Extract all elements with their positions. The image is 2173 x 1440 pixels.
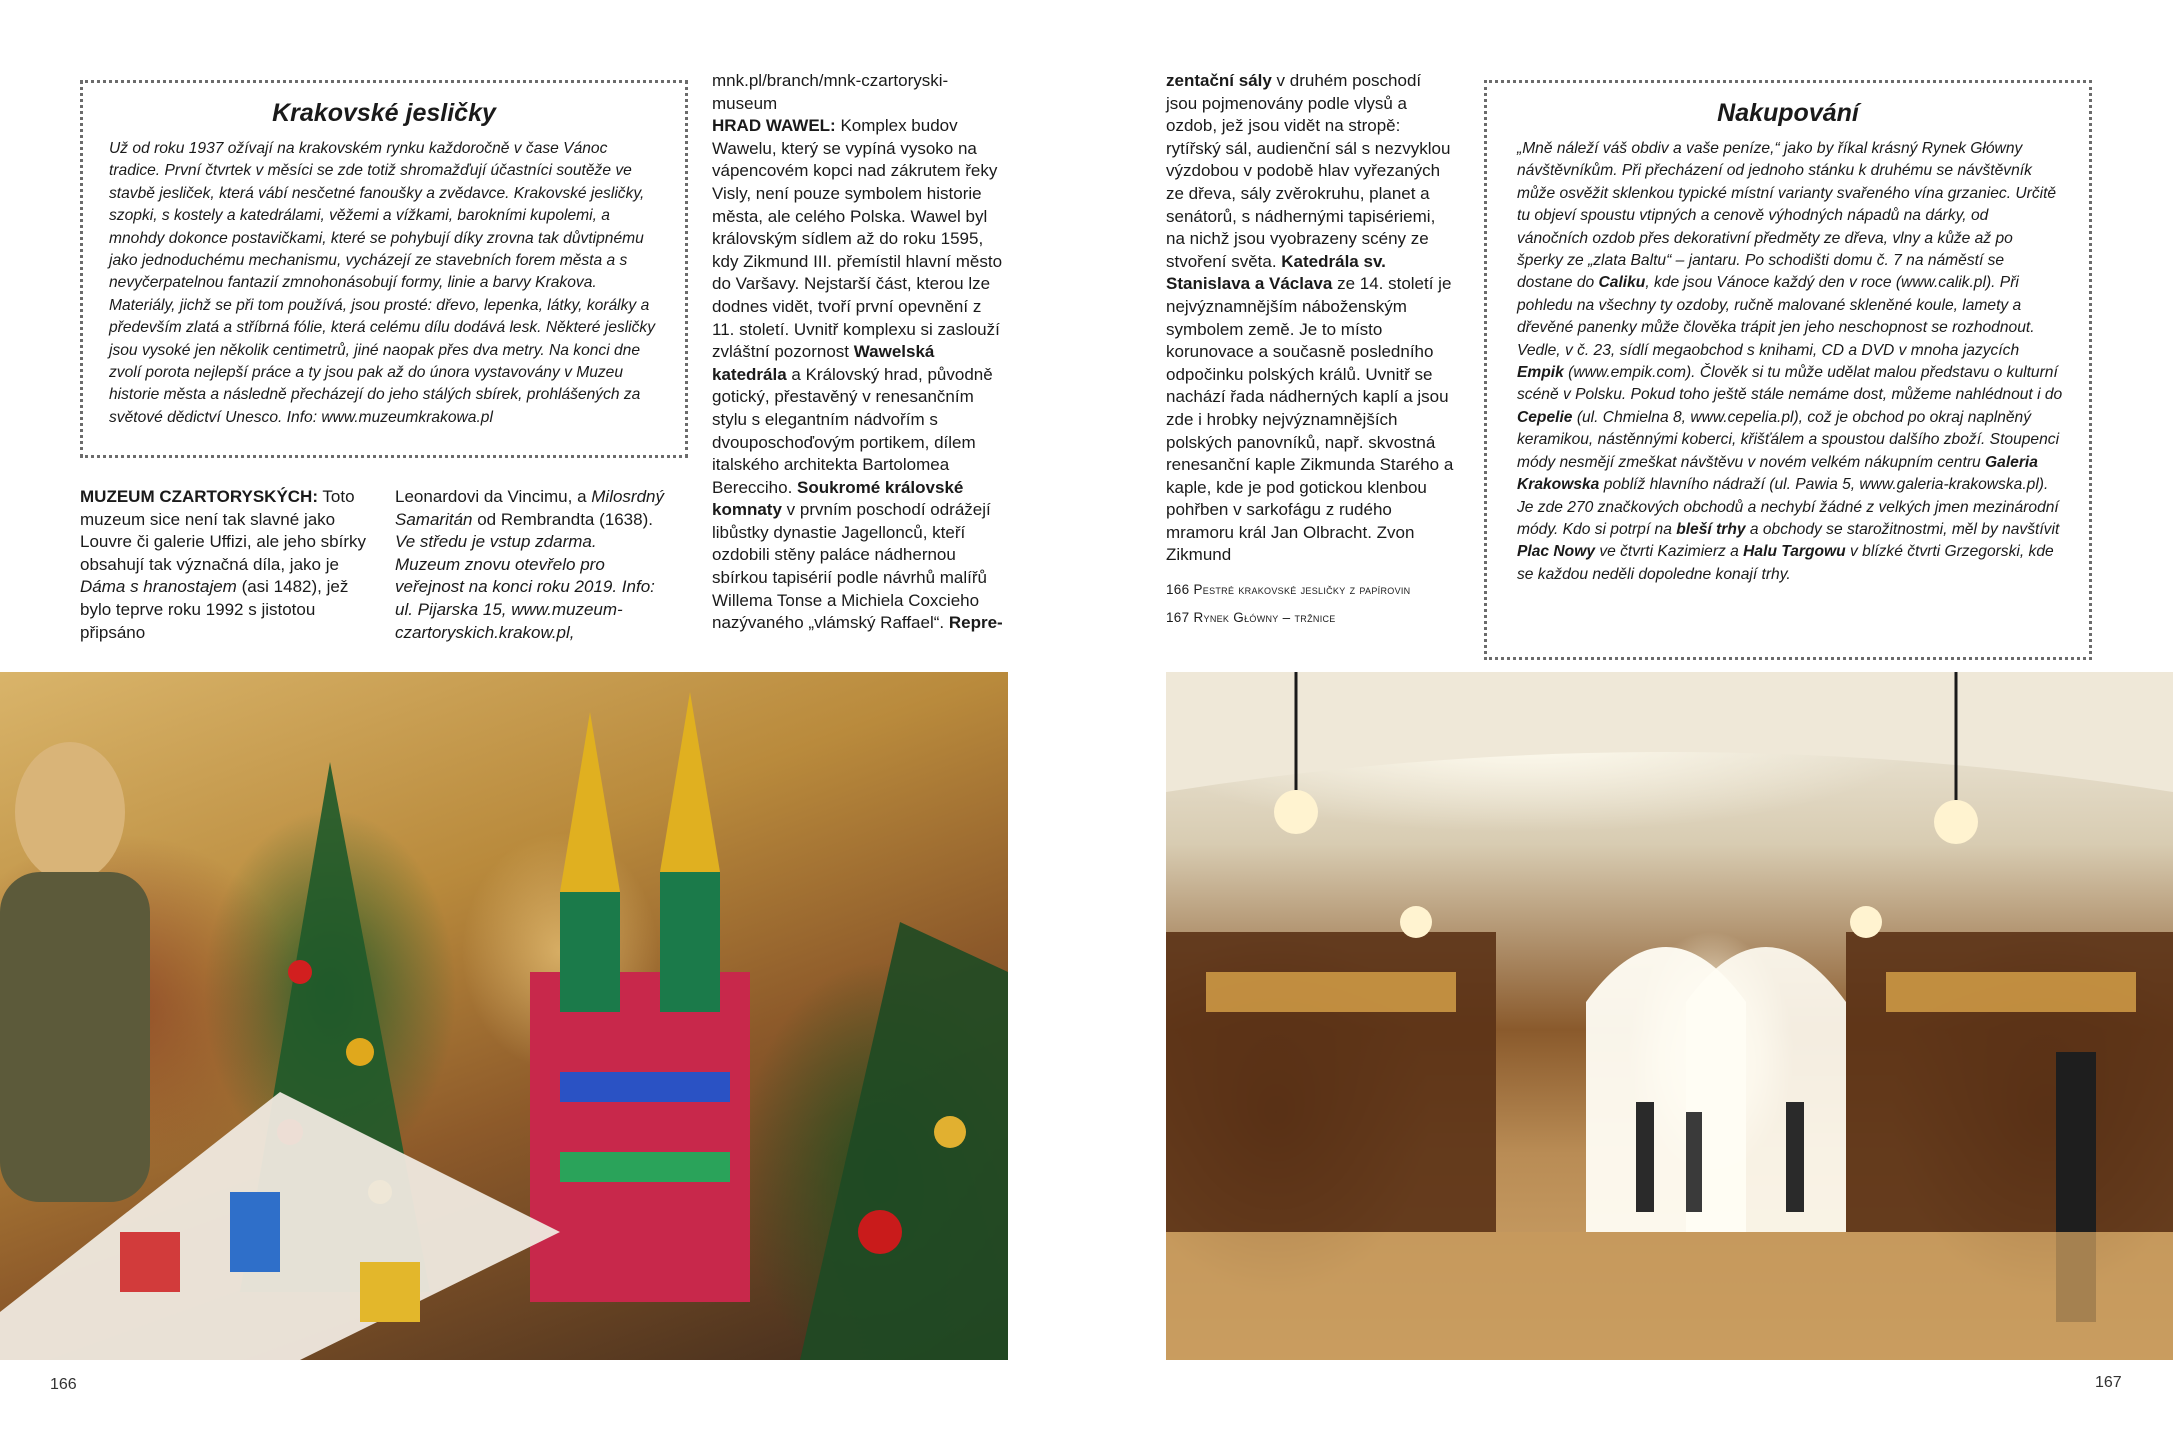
market-hall-photo <box>1166 672 2173 1360</box>
krakovske-jeslicky-box <box>80 80 688 458</box>
box-title-krakovske-jeslicky: Krakovské jesličky <box>272 99 496 127</box>
photo-caption-167: 167 Rynek Główny – tržnice <box>1166 610 1336 625</box>
wawel-heading: HRAD WAWEL: <box>712 116 836 136</box>
market-hall-illustration <box>1166 672 2173 1360</box>
christmas-crib-photo <box>0 672 1008 1360</box>
box-text-krakovske-jeslicky: Už od roku 1937 ožívají na krakovském rynku každoročně v čase Vánoc tradice. První čtvrtek v měsíci se zde totiž shromažďují účastníci soutěže ve stavbě jesliček, která vábí nesčetné fanoušky a zvědavce. Krakovské jesličky, szopki, s kostely a katedrálami, věžemi a vížkami, barokními kupolemi, a mnohdy dokonce postavičkami, které se pohybují díky zrovna tak důvtipnému jako jednoduchému mechanismu, vycházejí ze stavebních forem města a s nevyčerpatelnou fantazií zmnohonásobují formy, linie a barvy Krakova. Materiály, jichž se při tom používá, jsou prosté: dřevo, lepenka, látky, korálky a především zlatá a stříbrná fólie, která celému dílu dodává lesk. Některé jesličky jsou vysoké jen několik centimetrů, jiné naopak přes dva metry. Na konci dne zvolí porota nejlepší práce a ty jsou pak až do února vystavovány v Muzeu historie města a následně přecházejí do jeho stálých sbírek, prohlášených za světové dědictví Unesco. Info: www.muzeumkrakowa.pl <box>109 140 656 426</box>
page-number-right: 167 <box>2095 1374 2122 1391</box>
page-number-left: 166 <box>50 1376 77 1393</box>
museum-url: mnk.pl/branch/mnk-czartoryski-museum <box>712 71 949 113</box>
photo-caption-166: 166 Pestré krakovské jesličky z papírovin <box>1166 582 1411 597</box>
box-text-nakupovani: „Mně náleží váš obdiv a vaše peníze,“ jako by říkal krásný Rynek Główny návštěvníkům. Při přecházení od jednoho stánku k druhému se návštěvník může osvěžit sklenkou typické místní varianty svařeného vína grzaniec. Určitě tu objeví spoustu vtipných a cenově výhodných nápadů na dárky, od vánočních ozdob přes dekorativní předměty ze dřeva, vlny a kůže až po šperky ze „zlata Baltu“ – jantaru. Po schodišti domu č. 7 na náměstí se dostane do Caliku, kde jsou Vánoce každý den v roce (www.calik.pl). Při pohledu na všechny ty ozdoby, ručně malované skleněné koule, lamety a dřevěné panenky může člověka trápit jen jeho neschopnost se rozhodnout. Vedle, v č. 23, sídlí megaobchod s knihami, CD a DVD v mnoha jazycích Empik (www.empik.com). Člověk si tu může udělat malou představu o kulturní scéně v Polsku. Pokud toho ještě stále nemáme dost, můžeme nahlédnout i do Cepelie (ul. Chmielna 8, www.cepelia.pl), což je obchod po okraj naplněný keramikou, nástěnnými koberci, křišťálem a spoustou dalšího zboží. Stoupenci módy nesmějí zmeškat návštěvu v novém velkém nákupním centru Galeria Krakowska poblíž hlavního nádraží (ul. Pawia 5, www.galeria-krakowska.pl). Je zde 270 značkových obchodů a nechybí žádné z velkých jmen mezinárodní módy. Kdo si potrpí na bleší trhy a obchody se starožitnostmi, měl by navštívit Plac Nowy ve čtvrti Kazimierz a Halu Targowu v blízké čtvrti Grzegorski, kde se každou neděli dopoledne konají trhy. <box>1517 140 2063 583</box>
text-column-2: Leonardovi da Vincimu, a Milosrdný Samaritán od Rembrandta (1638). Ve středu je vstup zdarma. Muzeum znovu otevřelo pro veřejnost na konci roku 2019. Info: ul. Pijarska 15, www.muzeum-czartoryskich.krakow.pl, <box>395 487 665 642</box>
text-column-3: mnk.pl/branch/mnk-czartoryski-museum HRAD WAWEL: Komplex budov Wawelu, který se vypíná vysoko na vápencovém kopci nad zákrutem řeky Visly, není pouze symbolem historie města, ale celého Polska. Wawel byl královským sídlem až do roku 1595, kdy Zikmund III. přemístil hlavní město do Varšavy. Nejstarší část, kterou lze dodnes vidět, tvoří první opevnění z 11. století. Uvnitř komplexu si zaslouží zvláštní pozornost Wawelská katedrála a Královský hrad, původně gotický, přestavěný v renesančním stylu s elegantním nádvořím s dvouposchoďovým portikem, dílem italského architekta Bartolomea Bereccihо. Soukromé královské komnaty v prvním poschodí odrážejí libůstky dynastie Jagellonců, kteří ozdobili stěny paláce nádhernou sbírkou tapisérií podle návrhů malířů Willema Tonse a Michiela Coxcieho nazývaného „vlámský Raffael“. Repre- <box>712 71 1003 633</box>
nakupovani-box <box>1484 80 2092 660</box>
text-column-4: zentační sály v druhém poschodí jsou pojmenovány podle vlysů a ozdob, jež jsou vidět na stropě: rytířský sál, audienční sál s nezvyklou výzdobou v podobě hlav vyřezaných ze dřeva, sály zvěrokruhu, planet a senátorů, s nádhernými tapisériemi, na nichž jsou vyobrazeny scény ze stvoření světa. Katedrála sv. Stanislava a Václava ze 14. století je nejvýznamnějším náboženským symbolem země. Je to místo korunovace a současně posledního odpočinku polských králů. Uvnitř se nachází řada nádherných kaplí a jsou zde i hrobky nejvýznamnějších polských panovníků, např. skvostná renesanční kaple Zikmunda Starého a kaple, kde je pod gotickou klenbou pohřben v sarkofágu z rudého mramoru král Jan Olbracht. Zvon Zikmund <box>1166 71 1454 565</box>
museum-heading: MUZEUM CZARTORYSKÝCH: <box>80 487 318 506</box>
christmas-crib-illustration <box>0 672 1008 1360</box>
box-title-nakupovani: Nakupování <box>1717 99 1859 127</box>
text-column-1: MUZEUM CZARTORYSKÝCH: Toto muzeum sice není tak slavné jako Louvre či galerie Uffizi, ale jeho sbírky obsahují tak význačná díla, jako je Dáma s hranostajem (asi 1482), jež bylo teprve roku 1992 s jistotou připsáno <box>80 487 366 642</box>
